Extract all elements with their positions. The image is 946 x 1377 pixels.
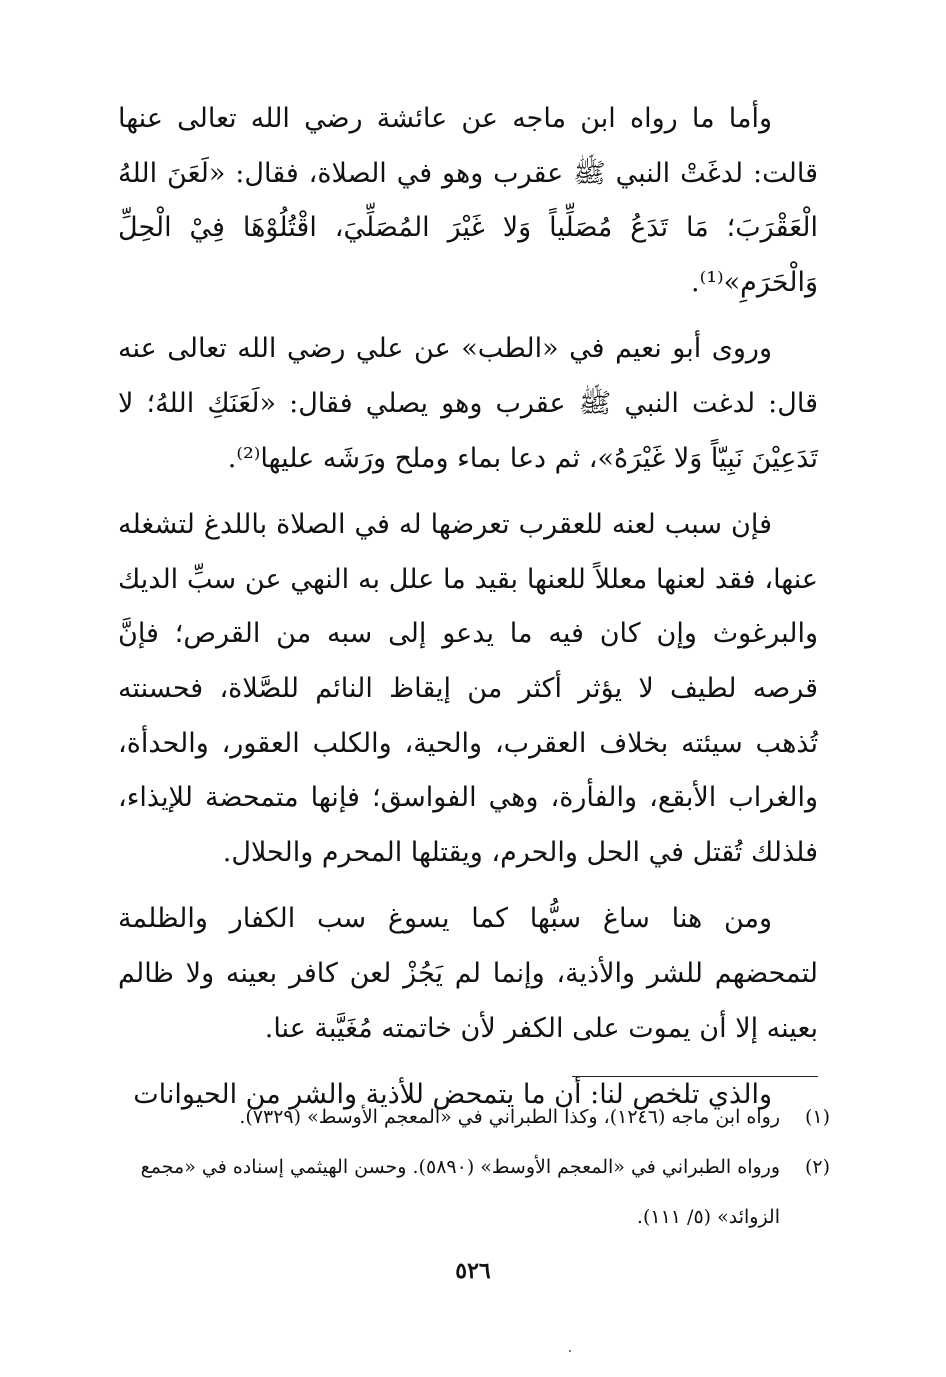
paragraph-2: وروى أبو نعيم في «الطب» عن علي رضي الله تعالى عنه قال: لدغت النبي ﷺ عقرب وهو يصلي فقال: «لَعَنَكِ اللهُ؛ لا تَدَعِيْنَ نَبِيّاً وَلا غَيْرَهُ»، ثم دعا بماء وملح ورَشَه عليها⁽²⁾. <box>118 333 818 474</box>
footnote-1 <box>118 1092 830 1142</box>
main-text <box>118 92 818 1135</box>
scan-speck <box>569 1350 571 1352</box>
paragraph-3: فإن سبب لعنه للعقرب تعرضها له في الصلاة باللدغ لتشغله عنها، فقد لعنها معللاً للعنها بقيد ما علل به النهي عن سبِّ الديك والبرغوث وإن كان فيه ما يدعو إلى سبه من القرص؛ فإنَّ قرصه لطيف لا يؤثر أكثر من إيقاظ النائم للصَّلاة، فحسنته تُذهب سيئته بخلاف العقرب، والحية، والكلب العقور، والحدأة، والغراب الأبقع، والفأرة، وهي الفواسق؛ فإنها متمحضة للإيذاء، فلذلك تُقتل في الحل والحرم، ويقتلها المحرم والحلال. <box>118 509 818 868</box>
footnotes <box>118 1092 830 1242</box>
footnote-number: (٢) <box>804 1156 830 1178</box>
footnote-number: (١) <box>804 1106 830 1128</box>
footnote-separator <box>572 1076 818 1077</box>
paragraph-4: ومن هنا ساغ سبُّها كما يسوغ سب الكفار والظلمة لتمحضهم للشر والأذية، وإنما لم يَجُزْ لعن كافر بعينه ولا ظالم بعينه إلا أن يموت على الكفر لأن خاتمته مُغَيَّبة عنا. <box>118 903 818 1044</box>
footnote-2 <box>118 1142 830 1242</box>
paragraph-1: وأما ما رواه ابن ماجه عن عائشة رضي الله تعالى عنها قالت: لدغَتْ النبي ﷺ عقرب وهو في الصلاة، فقال: «لَعَنَ اللهُ الْعَقْرَبَ؛ مَا تَدَعُ مُصَلِّياً وَلا غَيْرَ المُصَلِّيَ، اقْتُلُوْهَا فِيْ الْحِلِّ وَالْحَرَمِ»⁽¹⁾. <box>118 103 818 298</box>
footnote-text: رواه ابن ماجه (١٢٤٦)، وكذا الطبراني في «المعجم الأوسط» (٧٣٢٩). <box>239 1106 780 1128</box>
paragraph-5: والذي تلخص لنا: أن ما يتمحض للأذية والشر من الحيوانات <box>133 1079 772 1111</box>
page-number: ٥٢٦ <box>455 1258 491 1284</box>
footnote-text: ورواه الطبراني في «المعجم الأوسط» (٥٨٩٠). وحسن الهيثمي إسناده في «مجمع الزوائد» (٥/ ١١١). <box>140 1156 780 1228</box>
